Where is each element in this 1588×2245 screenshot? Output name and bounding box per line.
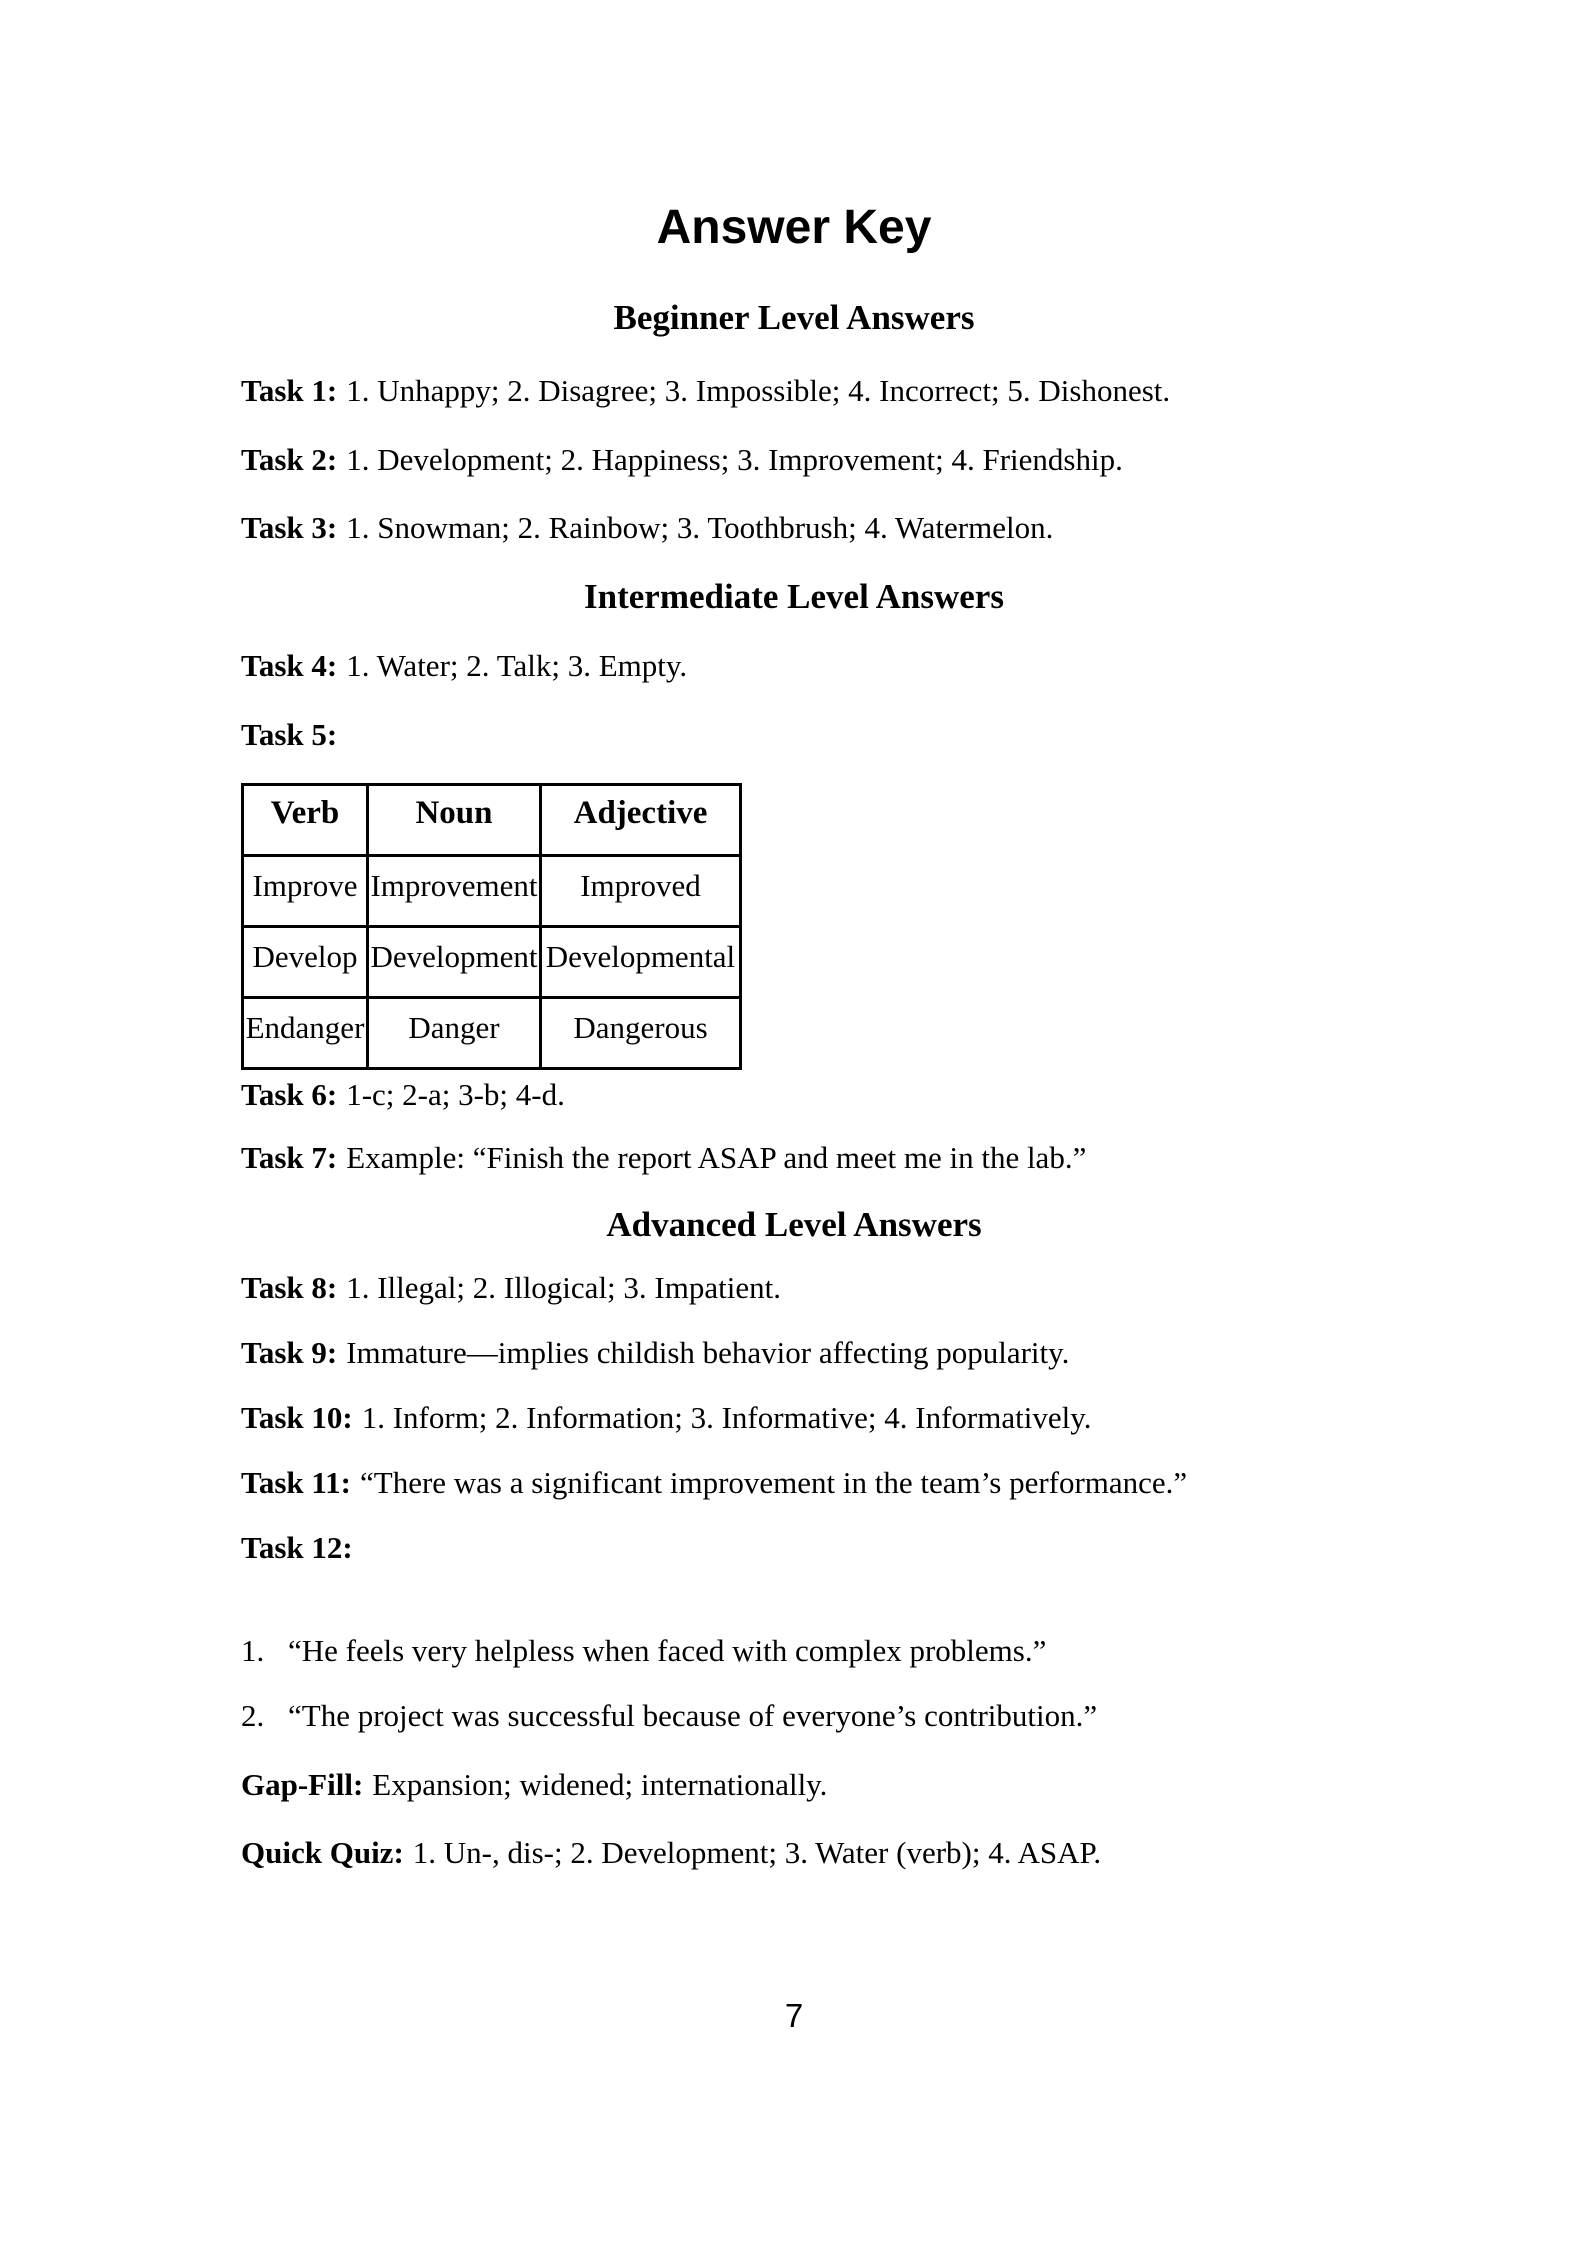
task-1-label: Task 1:	[241, 373, 338, 408]
task-11-text: “There was a significant improvement in the team’s performance.”	[360, 1465, 1188, 1500]
task-4-text: 1. Water; 2. Talk; 3. Empty.	[346, 648, 688, 683]
task-2-label: Task 2:	[241, 442, 338, 477]
task-9-line	[241, 1335, 1069, 1371]
task-10-line	[241, 1400, 1091, 1436]
task-7-line	[241, 1140, 1086, 1176]
task-4-line	[241, 648, 687, 684]
section-heading-advanced: Advanced Level Answers	[606, 1205, 982, 1244]
quick-quiz-text: 1. Un-, dis-; 2. Development; 3. Water (verb); 4. ASAP.	[412, 1835, 1102, 1870]
quick-quiz-label: Quick Quiz:	[241, 1835, 404, 1870]
word-forms-table	[241, 783, 742, 1070]
task-3-line	[241, 510, 1053, 546]
task-9-label: Task 9:	[241, 1335, 338, 1370]
gap-fill-label: Gap-Fill:	[241, 1767, 364, 1802]
task-4-label: Task 4:	[241, 648, 338, 683]
task-10-text: 1. Inform; 2. Information; 3. Informative; 4. Informatively.	[361, 1400, 1092, 1435]
list-item-text: “He feels very helpless when faced with complex problems.”	[288, 1633, 1047, 1668]
list-item-number: 1.	[241, 1633, 265, 1668]
task-3-label: Task 3:	[241, 510, 338, 545]
quick-quiz-line	[241, 1835, 1101, 1871]
page-title: Answer Key	[656, 201, 932, 254]
task-12-item-2	[241, 1698, 1097, 1734]
table-cell: Developmental	[541, 927, 741, 998]
table-cell: Develop	[243, 927, 368, 998]
task-2-text: 1. Development; 2. Happiness; 3. Improvement; 4. Friendship.	[346, 442, 1123, 477]
task-12-line	[241, 1530, 362, 1566]
table-cell: Improvement	[368, 856, 541, 927]
task-5-label: Task 5:	[241, 717, 338, 752]
list-item-text: “The project was successful because of everyone’s contribution.”	[288, 1698, 1098, 1733]
table-cell: Improve	[243, 856, 368, 927]
task-6-line	[241, 1077, 565, 1113]
table-cell: Danger	[368, 998, 541, 1069]
task-1-text: 1. Unhappy; 2. Disagree; 3. Impossible; 4. Incorrect; 5. Dishonest.	[346, 373, 1171, 408]
gap-fill-line	[241, 1767, 827, 1803]
task-8-label: Task 8:	[241, 1270, 338, 1305]
list-item-number: 2.	[241, 1698, 265, 1733]
page-number: 7	[784, 1997, 804, 2034]
task-3-text: 1. Snowman; 2. Rainbow; 3. Toothbrush; 4. Watermelon.	[346, 510, 1054, 545]
task-8-line	[241, 1270, 781, 1306]
task-6-label: Task 6:	[241, 1077, 338, 1112]
table-cell: Development	[368, 927, 541, 998]
task-9-text: Immature—implies childish behavior affecting popularity.	[346, 1335, 1070, 1370]
task-12-label: Task 12:	[241, 1530, 353, 1565]
table-header-row	[243, 785, 741, 856]
task-11-line	[241, 1465, 1187, 1501]
section-heading-beginner: Beginner Level Answers	[613, 298, 975, 337]
table-row	[243, 998, 741, 1069]
table-header-verb: Verb	[243, 785, 368, 856]
task-2-line	[241, 442, 1123, 478]
task-8-text: 1. Illegal; 2. Illogical; 3. Impatient.	[346, 1270, 781, 1305]
table-row	[243, 927, 741, 998]
task-1-line	[241, 373, 1170, 409]
table-cell: Endanger	[243, 998, 368, 1069]
table-cell: Dangerous	[541, 998, 741, 1069]
gap-fill-text: Expansion; widened; internationally.	[372, 1767, 828, 1802]
task-11-label: Task 11:	[241, 1465, 351, 1500]
table-header-adjective: Adjective	[541, 785, 741, 856]
task-7-text: Example: “Finish the report ASAP and meet me in the lab.”	[346, 1140, 1087, 1175]
task-6-text: 1-c; 2-a; 3-b; 4-d.	[346, 1077, 565, 1112]
table-cell: Improved	[541, 856, 741, 927]
table-header-noun: Noun	[368, 785, 541, 856]
task-10-label: Task 10:	[241, 1400, 353, 1435]
table-row	[243, 856, 741, 927]
task-12-item-1	[241, 1633, 1046, 1669]
task-7-label: Task 7:	[241, 1140, 338, 1175]
section-heading-intermediate: Intermediate Level Answers	[584, 577, 1004, 616]
task-5-line	[241, 717, 346, 753]
